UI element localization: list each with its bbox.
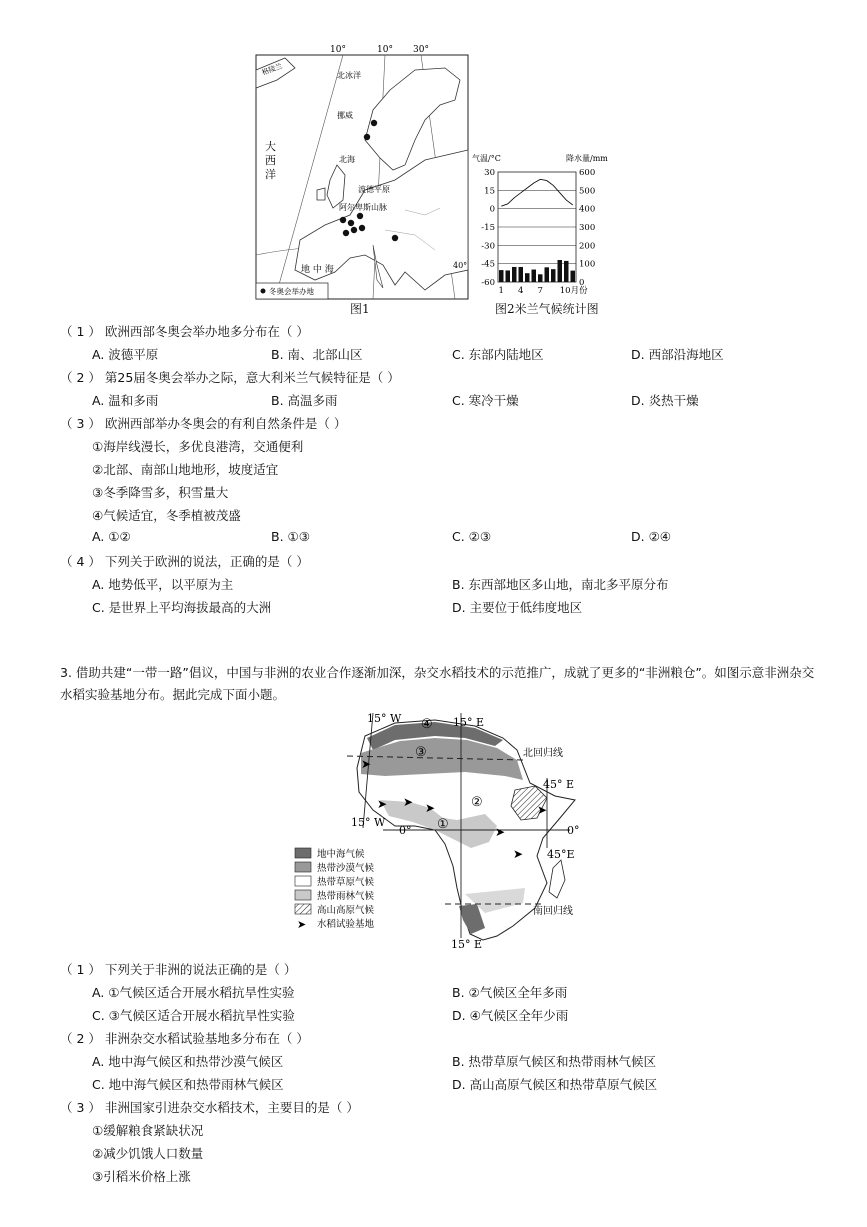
precip-tick-label: 300: [579, 223, 596, 233]
q3-3-statement-2: ②减少饥饿人口数量: [92, 1146, 204, 1161]
month-ticks: [499, 285, 589, 296]
q2-3-option-b[interactable]: B. ①③: [271, 529, 310, 544]
q3-2-stem: （ 2 ） 非洲杂交水稻试验基地多分布在（ ）: [60, 1031, 309, 1046]
q2-2-stem: （ 2 ） 第25届冬奥会举办之际，意大利米兰气候特征是（ ）: [60, 370, 400, 385]
label-norway: 挪威: [337, 111, 353, 120]
q2-1-stem: （ 1 ） 欧洲西部冬奥会举办地多分布在（ ）: [60, 324, 309, 339]
precip-bars: [499, 260, 575, 282]
label-med: 地 中 海: [301, 265, 334, 275]
label-arctic: 北冰洋: [337, 71, 361, 80]
temp-tick-label: 15: [484, 186, 495, 197]
svg-text:➤: ➤: [361, 757, 372, 771]
q3-1-stem: （ 1 ） 下列关于非洲的说法正确的是（ ）: [60, 962, 297, 977]
lat-label: 40°: [453, 261, 468, 270]
temp-tick-label: -45: [481, 259, 495, 270]
precip-ticks: [579, 168, 595, 288]
label-e45-bot: 45°E: [547, 848, 575, 861]
legend-item-2: 热带沙漠气候: [317, 863, 375, 874]
temp-tick-label: 30: [484, 168, 495, 178]
figure-1-europe-map: [255, 40, 470, 315]
q2-2-option-c[interactable]: C. 寒冷干燥: [452, 393, 519, 408]
svg-text:➤: ➤: [537, 803, 548, 817]
svg-text:➤: ➤: [297, 918, 307, 931]
temp-ticks: [481, 168, 495, 288]
label-atlantic-2: 西: [265, 154, 276, 167]
q3-intro: 3. 借助共建“一带一路”倡议，中国与非洲的农业合作逐渐加深，杂交水稻技术的示范推广，成就了更多的“非洲粮仓”。如图示意非洲杂交水稻实验基地分布。据此完成下面小题。: [60, 665, 815, 702]
q3-2-option-d[interactable]: D. 高山高原气候区和热带草原气候区: [452, 1077, 658, 1092]
africa-map: [285, 708, 595, 953]
precip-tick-label: 200: [579, 241, 596, 252]
label-tropic-capricorn: 南回归线: [533, 906, 573, 917]
legend-item-1: 地中海气候: [317, 849, 365, 860]
legend-item-6: 水稻试验基地: [317, 919, 375, 930]
legend-item-3: 热带草原气候: [317, 877, 375, 888]
label-atlantic-3: 洋: [265, 168, 276, 181]
temp-tick-label: -60: [481, 278, 495, 288]
precip-bar: [564, 261, 569, 282]
q2-4-option-b[interactable]: B. 东西部地区多山地，南北多平原分布: [452, 577, 669, 592]
label-alps: 阿尔卑斯山脉: [339, 203, 387, 212]
svg-text:➤: ➤: [403, 795, 414, 809]
precip-bar: [545, 267, 550, 282]
figure-1-caption: 图1: [350, 302, 370, 316]
q2-3-option-c[interactable]: C. ②③: [452, 529, 492, 544]
figure-2-caption: 图2米兰气候统计图: [495, 302, 599, 316]
legend-item-4: 热带雨林气候: [317, 891, 375, 902]
precip-bar: [519, 267, 524, 282]
q2-2-option-d[interactable]: D. 炎热干燥: [631, 393, 699, 408]
figure-2-climate-chart: [470, 150, 615, 300]
month-tick-label: 1: [498, 286, 504, 296]
region-2-label: ②: [471, 795, 483, 810]
q2-3-option-d[interactable]: D. ②④: [631, 529, 671, 544]
africa-map-svg: [285, 708, 595, 953]
svg-text:➤: ➤: [495, 825, 506, 839]
precip-tick-label: 0: [579, 278, 585, 288]
climate-chart-svg: [470, 150, 615, 300]
precip-bar: [538, 274, 543, 282]
map-legend: 冬奥会举办地: [269, 287, 314, 296]
right-axis-title: 降水量/mm: [566, 154, 608, 163]
svg-text:➤: ➤: [425, 801, 436, 815]
precip-bar: [499, 270, 504, 282]
precip-tick-label: 100: [579, 259, 596, 270]
label-w15-mid: 15° W: [351, 816, 386, 829]
label-e45-top: 45° E: [543, 778, 575, 791]
svg-text:➤: ➤: [377, 797, 388, 811]
q3-2-option-a[interactable]: A. 地中海气候区和热带沙漠气候区: [92, 1054, 284, 1069]
precip-bar: [551, 269, 556, 282]
q3-1-option-a[interactable]: A. ①气候区适合开展水稻抗旱性实验: [92, 985, 295, 1000]
q3-3-stem: （ 3 ） 非洲国家引进杂交水稻技术，主要目的是（ ）: [60, 1100, 359, 1115]
lon-label-1: 10°: [330, 45, 346, 55]
label-greenland: 格陵兰: [260, 62, 284, 77]
precip-bar: [532, 270, 537, 282]
label-w15-top: 15° W: [367, 712, 402, 725]
temperature-line: [501, 179, 573, 206]
left-axis-title: 气温/°C: [472, 154, 501, 163]
precip-bar: [506, 270, 511, 282]
label-north-sea: 北海: [339, 155, 355, 164]
label-plain: 波德平原: [358, 185, 390, 194]
lon-label-3: 30°: [413, 45, 429, 55]
q2-1-option-a[interactable]: A. 波德平原: [92, 347, 159, 362]
label-zero-left: 0°: [399, 824, 412, 837]
precip-bar: [571, 271, 576, 282]
q3-1-option-b[interactable]: B. ②气候区全年多雨: [452, 985, 568, 1000]
region-1-label: ①: [437, 817, 449, 832]
q2-3-statement-4: ④气候适宜，冬季植被茂盛: [92, 508, 241, 523]
svg-text:➤: ➤: [513, 847, 524, 861]
precip-bar: [525, 273, 530, 282]
precip-tick-label: 500: [579, 186, 596, 197]
label-e15-bot: 15° E: [451, 938, 483, 951]
q2-3-statement-2: ②北部、南部山地地形，坡度适宜: [92, 462, 279, 477]
q2-4-option-d[interactable]: D. 主要位于低纬度地区: [452, 600, 583, 615]
temp-tick-label: 0: [489, 204, 495, 215]
lon-label-2: 10°: [377, 45, 393, 55]
africa-legend: [295, 848, 375, 931]
q2-1-option-c[interactable]: C. 东部内陆地区: [452, 347, 544, 362]
q2-3-stem: （ 3 ） 欧洲西部举办冬奥会的有利自然条件是（ ）: [60, 416, 347, 431]
temp-tick-label: -30: [481, 241, 495, 252]
label-tropic-cancer: 北回归线: [523, 748, 563, 759]
precip-tick-label: 400: [579, 204, 596, 215]
legend-item-5: 高山高原气候: [317, 905, 375, 916]
q2-2-option-a[interactable]: A. 温和多雨: [92, 393, 159, 408]
q3-2-option-c[interactable]: C. 地中海气候区和热带雨林气候区: [92, 1077, 284, 1092]
q2-3-statement-3: ③冬季降雪多，积雪量大: [92, 485, 229, 500]
region-3-label: ③: [415, 745, 427, 760]
label-atlantic-1: 大: [265, 140, 276, 153]
q2-4-option-c[interactable]: C. 是世界上平均海拔最高的大洲: [92, 600, 272, 615]
q3-3-statement-3: ③引稻米价格上涨: [92, 1169, 191, 1184]
month-tick-label: 7: [537, 286, 543, 296]
europe-map-svg: [255, 40, 470, 315]
q2-4-option-a[interactable]: A. 地势低平，以平原为主: [92, 577, 234, 592]
q2-3-statement-1: ①海岸线漫长，多优良港湾，交通便利: [92, 439, 304, 454]
q2-3-option-a[interactable]: A. ①②: [92, 529, 131, 544]
q2-4-stem: （ 4 ） 下列关于欧洲的说法，正确的是（ ）: [60, 554, 309, 569]
precip-bar: [558, 260, 563, 282]
month-tick-label: 4: [518, 286, 524, 296]
temp-tick-label: -15: [481, 223, 495, 233]
month-tick-label: 10月份: [559, 286, 588, 296]
q2-1-option-b[interactable]: B. 南、北部山区: [271, 347, 363, 362]
q2-2-option-b[interactable]: B. 高温多雨: [271, 393, 338, 408]
q3-1-option-c[interactable]: C. ③气候区适合开展水稻抗旱性实验: [92, 1008, 295, 1023]
q3-2-option-b[interactable]: B. 热带草原气候区和热带雨林气候区: [452, 1054, 657, 1069]
q3-3-statement-1: ①缓解粮食紧缺状况: [92, 1123, 204, 1138]
label-e15-top: 15° E: [453, 716, 485, 729]
region-4-label: ④: [421, 717, 433, 732]
label-zero-right: 0°: [567, 824, 580, 837]
q2-1-option-d[interactable]: D. 西部沿海地区: [631, 347, 724, 362]
precip-tick-label: 600: [579, 168, 596, 178]
precip-bar: [512, 267, 517, 282]
q3-1-option-d[interactable]: D. ④气候区全年少雨: [452, 1008, 569, 1023]
